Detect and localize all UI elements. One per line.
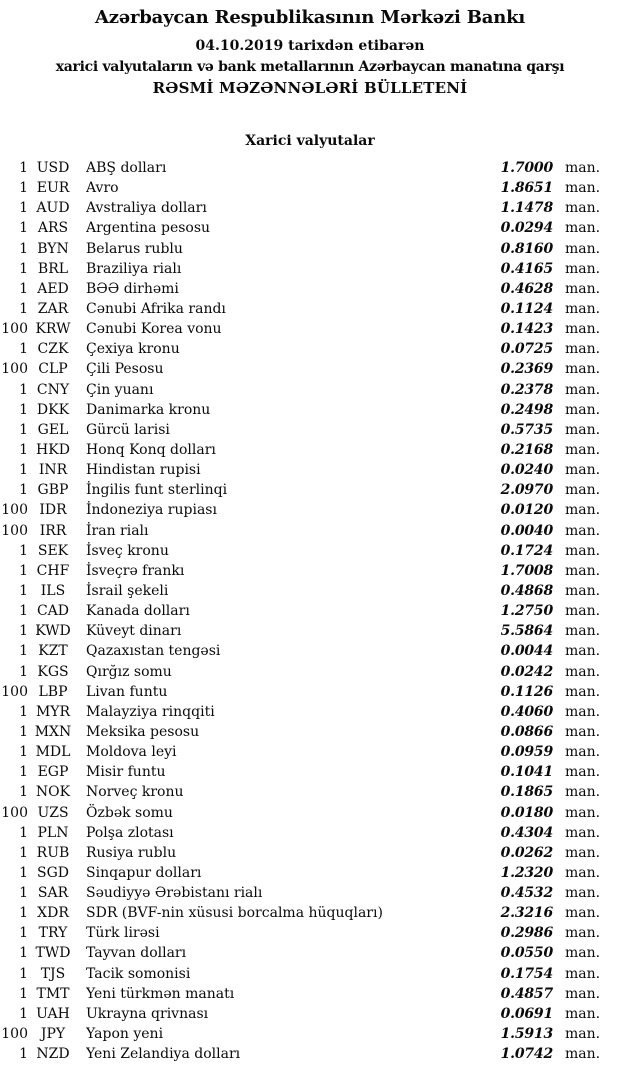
unit-cell: man. bbox=[565, 260, 601, 277]
quantity-cell: 1 bbox=[19, 482, 28, 499]
rate-row bbox=[0, 521, 620, 541]
quantity-cell: 1 bbox=[19, 421, 28, 438]
quantity-cell: 1 bbox=[19, 441, 28, 458]
rate-value-cell: 0.4304 bbox=[500, 824, 553, 841]
rate-row bbox=[0, 782, 620, 802]
unit-cell: man. bbox=[565, 341, 601, 358]
unit-cell: man. bbox=[565, 1026, 601, 1043]
currency-code-cell: KWD bbox=[35, 623, 71, 640]
unit-cell: man. bbox=[565, 562, 601, 579]
effective-date-line: 04.10.2019 tarixdən etibarən bbox=[195, 38, 425, 54]
unit-cell: man. bbox=[565, 180, 601, 197]
rate-value-cell: 0.0959 bbox=[500, 744, 553, 761]
currency-name-cell: ABŞ dolları bbox=[86, 160, 167, 176]
currency-name-cell: Moldova leyi bbox=[86, 744, 177, 761]
currency-name-cell: Honq Konq dolları bbox=[86, 441, 216, 458]
rate-value-cell: 0.0120 bbox=[500, 502, 553, 519]
currency-name-cell: Tacik somonisi bbox=[86, 965, 191, 982]
currency-code-cell: TRY bbox=[38, 925, 68, 942]
currency-name-cell: Sinqapur dolları bbox=[86, 864, 202, 881]
currency-name-cell: Norveç kronu bbox=[86, 784, 184, 801]
quantity-cell: 100 bbox=[1, 502, 28, 519]
rate-row bbox=[0, 299, 620, 319]
rate-value-cell: 0.0550 bbox=[500, 945, 553, 962]
rate-value-cell: 0.2378 bbox=[500, 381, 553, 398]
rate-row bbox=[0, 903, 620, 923]
rate-row bbox=[0, 239, 620, 259]
quantity-cell: 1 bbox=[19, 401, 28, 418]
currency-code-cell: EUR bbox=[36, 180, 70, 197]
unit-cell: man. bbox=[565, 985, 601, 1002]
quantity-cell: 1 bbox=[19, 1046, 28, 1063]
currency-name-cell: Qazaxıstan tengəsi bbox=[86, 643, 221, 660]
unit-cell: man. bbox=[565, 764, 601, 781]
unit-cell: man. bbox=[565, 1005, 601, 1022]
currency-name-cell: Belarus rublu bbox=[86, 240, 183, 257]
unit-cell: man. bbox=[565, 885, 601, 902]
quantity-cell: 1 bbox=[19, 764, 28, 781]
currency-code-cell: IDR bbox=[39, 502, 67, 519]
quantity-cell: 100 bbox=[1, 683, 28, 700]
rate-row bbox=[0, 440, 620, 460]
quantity-cell: 1 bbox=[19, 381, 28, 398]
unit-cell: man. bbox=[565, 321, 601, 338]
rate-value-cell: 0.2986 bbox=[500, 925, 553, 942]
unit-cell: man. bbox=[565, 381, 601, 398]
currency-name-cell: İsrail şekeli bbox=[86, 582, 169, 599]
rate-value-cell: 0.4532 bbox=[500, 885, 553, 902]
currency-name-cell: Polşa zlotası bbox=[86, 824, 174, 841]
quantity-cell: 1 bbox=[19, 200, 28, 217]
rate-value-cell: 0.0691 bbox=[500, 1005, 553, 1022]
quantity-cell: 1 bbox=[19, 300, 28, 317]
unit-cell: man. bbox=[565, 905, 601, 922]
currency-code-cell: INR bbox=[38, 462, 68, 479]
currency-name-cell: Argentina pesosu bbox=[86, 220, 211, 237]
rate-row bbox=[0, 883, 620, 903]
currency-code-cell: AUD bbox=[36, 200, 70, 217]
currency-code-cell: CHF bbox=[36, 562, 70, 579]
currency-code-cell: SEK bbox=[37, 542, 69, 559]
quantity-cell: 1 bbox=[19, 280, 28, 297]
currency-name-cell: Gürcü larisi bbox=[86, 421, 170, 438]
unit-cell: man. bbox=[565, 683, 601, 700]
currency-code-cell: TMT bbox=[36, 985, 70, 1002]
rate-row bbox=[0, 279, 620, 299]
unit-cell: man. bbox=[565, 462, 601, 479]
quantity-cell: 1 bbox=[19, 643, 28, 660]
currency-code-cell: AED bbox=[37, 280, 69, 297]
section-title-foreign-currencies: Xarici valyutalar bbox=[245, 133, 375, 149]
unit-cell: man. bbox=[565, 300, 601, 317]
unit-cell: man. bbox=[565, 744, 601, 761]
currency-code-cell: CAD bbox=[36, 603, 70, 620]
currency-name-cell: İran rialı bbox=[86, 522, 149, 539]
rate-value-cell: 1.1478 bbox=[500, 200, 553, 217]
currency-name-cell: Misir funtu bbox=[86, 764, 166, 781]
rate-value-cell: 0.1126 bbox=[500, 683, 553, 700]
rate-value-cell: 0.1041 bbox=[500, 764, 553, 781]
quantity-cell: 100 bbox=[1, 804, 28, 821]
rate-value-cell: 0.0240 bbox=[500, 462, 553, 479]
rate-value-cell: 0.4628 bbox=[500, 280, 553, 297]
rate-row bbox=[0, 601, 620, 621]
rate-value-cell: 1.5913 bbox=[500, 1026, 553, 1043]
unit-cell: man. bbox=[565, 482, 601, 499]
quantity-cell: 1 bbox=[19, 864, 28, 881]
currency-name-cell: BƏƏ dirhəmi bbox=[86, 280, 179, 297]
quantity-cell: 100 bbox=[1, 321, 28, 338]
currency-name-cell: Qırğız somu bbox=[86, 663, 172, 680]
unit-cell: man. bbox=[565, 401, 601, 418]
rate-row bbox=[0, 359, 620, 379]
currency-code-cell: EGP bbox=[37, 764, 69, 781]
currency-code-cell: UAH bbox=[36, 1005, 70, 1022]
currency-name-cell: Yeni türkmən manatı bbox=[86, 985, 235, 1002]
unit-cell: man. bbox=[565, 200, 601, 217]
quantity-cell: 100 bbox=[1, 522, 28, 539]
rate-row bbox=[0, 1004, 620, 1024]
rate-row bbox=[0, 178, 620, 198]
unit-cell: man. bbox=[565, 441, 601, 458]
unit-cell: man. bbox=[565, 663, 601, 680]
quantity-cell: 1 bbox=[19, 663, 28, 680]
quantity-cell: 100 bbox=[1, 361, 28, 378]
unit-cell: man. bbox=[565, 864, 601, 881]
currency-name-cell: Yeni Zelandiya dolları bbox=[86, 1046, 241, 1063]
bulletin-title: RƏSMİ MƏZƏNNƏLƏRİ BÜLLETENİ bbox=[152, 79, 468, 97]
rate-row bbox=[0, 923, 620, 943]
currency-code-cell: MYR bbox=[35, 703, 71, 720]
unit-cell: man. bbox=[565, 502, 601, 519]
currency-name-cell: SDR (BVF-nin xüsusi borcalma hüquqları) bbox=[86, 905, 383, 922]
quantity-cell: 1 bbox=[19, 925, 28, 942]
rate-row bbox=[0, 742, 620, 762]
quantity-cell: 1 bbox=[19, 905, 28, 922]
rate-value-cell: 0.1865 bbox=[500, 784, 553, 801]
rate-value-cell: 2.3216 bbox=[500, 905, 553, 922]
unit-cell: man. bbox=[565, 784, 601, 801]
rate-row bbox=[0, 400, 620, 420]
unit-cell: man. bbox=[565, 1046, 601, 1063]
rate-value-cell: 0.0044 bbox=[500, 643, 553, 660]
rate-row bbox=[0, 339, 620, 359]
currency-code-cell: USD bbox=[36, 160, 70, 176]
currency-name-cell: Braziliya rialı bbox=[86, 260, 182, 277]
rate-row bbox=[0, 561, 620, 581]
currency-name-cell: Tayvan dolları bbox=[86, 945, 187, 962]
quantity-cell: 1 bbox=[19, 240, 28, 257]
quantity-cell: 1 bbox=[19, 582, 28, 599]
currency-name-cell: İsveç kronu bbox=[86, 542, 169, 559]
currency-name-cell: Kanada dolları bbox=[86, 603, 190, 620]
quantity-cell: 1 bbox=[19, 844, 28, 861]
currency-name-cell: Çili Pesosu bbox=[86, 361, 164, 378]
currency-code-cell: CLP bbox=[38, 361, 68, 378]
page-title: Azərbaycan Respublikasının Mərkəzi Bankı bbox=[94, 7, 526, 28]
currency-code-cell: TWD bbox=[35, 945, 71, 962]
quantity-cell: 1 bbox=[19, 260, 28, 277]
rate-value-cell: 0.0180 bbox=[500, 804, 553, 821]
currency-code-cell: CNY bbox=[36, 381, 70, 398]
currency-name-cell: Özbək somu bbox=[86, 804, 173, 821]
rate-row bbox=[0, 259, 620, 279]
currency-name-cell: İngilis funt sterlinqi bbox=[86, 482, 228, 499]
rate-row bbox=[0, 1024, 620, 1044]
rate-row bbox=[0, 420, 620, 440]
rates-table bbox=[0, 158, 620, 1064]
currency-code-cell: NOK bbox=[35, 784, 71, 801]
rate-row bbox=[0, 500, 620, 520]
currency-code-cell: ZAR bbox=[37, 300, 69, 317]
currency-code-cell: DKK bbox=[36, 401, 70, 418]
quantity-cell: 1 bbox=[19, 562, 28, 579]
rate-value-cell: 0.4868 bbox=[500, 582, 553, 599]
quantity-cell: 1 bbox=[19, 784, 28, 801]
currency-code-cell: IRR bbox=[39, 522, 67, 539]
rate-value-cell: 0.5735 bbox=[500, 421, 553, 438]
quantity-cell: 1 bbox=[19, 985, 28, 1002]
rate-row bbox=[0, 702, 620, 722]
currency-name-cell: Hindistan rupisi bbox=[86, 462, 201, 479]
unit-cell: man. bbox=[565, 280, 601, 297]
unit-cell: man. bbox=[565, 965, 601, 982]
quantity-cell: 1 bbox=[19, 1005, 28, 1022]
rate-row bbox=[0, 722, 620, 742]
currency-code-cell: CZK bbox=[37, 341, 69, 358]
rate-row bbox=[0, 198, 620, 218]
rate-value-cell: 0.2369 bbox=[500, 361, 553, 378]
currency-name-cell: Çin yuanı bbox=[86, 381, 154, 398]
unit-cell: man. bbox=[565, 240, 601, 257]
currency-name-cell: Səudiyyə Ərəbistanı rialı bbox=[86, 885, 263, 902]
rate-row bbox=[0, 641, 620, 661]
unit-cell: man. bbox=[565, 844, 601, 861]
quantity-cell: 1 bbox=[19, 723, 28, 740]
currency-code-cell: RUB bbox=[36, 844, 70, 861]
currency-name-cell: Ukrayna qrivnası bbox=[86, 1005, 209, 1022]
rate-value-cell: 0.0242 bbox=[500, 663, 553, 680]
rate-value-cell: 0.0294 bbox=[500, 220, 553, 237]
rate-row bbox=[0, 480, 620, 500]
currency-name-cell: Rusiya rublu bbox=[86, 844, 177, 861]
rate-row bbox=[0, 823, 620, 843]
unit-cell: man. bbox=[565, 421, 601, 438]
rate-row bbox=[0, 581, 620, 601]
rate-value-cell: 0.2498 bbox=[500, 401, 553, 418]
currency-code-cell: ILS bbox=[40, 582, 66, 599]
rate-value-cell: 0.1423 bbox=[500, 321, 553, 338]
currency-name-cell: Meksika pesosu bbox=[86, 723, 200, 740]
rate-value-cell: 1.2320 bbox=[500, 864, 553, 881]
rate-value-cell: 0.0866 bbox=[500, 723, 553, 740]
quantity-cell: 1 bbox=[19, 542, 28, 559]
quantity-cell: 1 bbox=[19, 341, 28, 358]
unit-cell: man. bbox=[565, 643, 601, 660]
currency-code-cell: MDL bbox=[35, 744, 71, 761]
currency-name-cell: Avstraliya dolları bbox=[86, 200, 207, 217]
rate-row bbox=[0, 863, 620, 883]
quantity-cell: 1 bbox=[19, 824, 28, 841]
unit-cell: man. bbox=[565, 582, 601, 599]
currency-code-cell: HKD bbox=[36, 441, 70, 458]
quantity-cell: 100 bbox=[1, 1026, 28, 1043]
rate-value-cell: 1.0742 bbox=[500, 1046, 553, 1063]
rate-row bbox=[0, 158, 620, 178]
unit-cell: man. bbox=[565, 623, 601, 640]
rate-value-cell: 0.1724 bbox=[500, 542, 553, 559]
unit-cell: man. bbox=[565, 542, 601, 559]
rate-row bbox=[0, 541, 620, 561]
currency-name-cell: Çexiya kronu bbox=[86, 341, 180, 358]
currency-name-cell: Türk lirəsi bbox=[86, 925, 160, 942]
rate-row bbox=[0, 964, 620, 984]
rate-value-cell: 5.5864 bbox=[500, 623, 553, 640]
rate-row bbox=[0, 662, 620, 682]
unit-cell: man. bbox=[565, 945, 601, 962]
rate-row bbox=[0, 843, 620, 863]
rate-row bbox=[0, 1044, 620, 1064]
currency-code-cell: BRL bbox=[37, 260, 69, 277]
currency-code-cell: KGS bbox=[37, 663, 69, 680]
rate-value-cell: 0.0725 bbox=[500, 341, 553, 358]
quantity-cell: 1 bbox=[19, 180, 28, 197]
rate-value-cell: 0.0040 bbox=[500, 522, 553, 539]
rate-row bbox=[0, 943, 620, 963]
currency-name-cell: Livan funtu bbox=[86, 683, 168, 700]
rate-value-cell: 1.7008 bbox=[500, 562, 553, 579]
rate-value-cell: 0.0262 bbox=[500, 844, 553, 861]
rate-value-cell: 1.2750 bbox=[500, 603, 553, 620]
rate-row bbox=[0, 682, 620, 702]
currency-code-cell: GEL bbox=[37, 421, 69, 438]
currency-name-cell: İndoneziya rupiası bbox=[86, 502, 217, 519]
unit-cell: man. bbox=[565, 220, 601, 237]
quantity-cell: 1 bbox=[19, 603, 28, 620]
currency-name-cell: Cənubi Afrika randı bbox=[86, 300, 226, 317]
unit-cell: man. bbox=[565, 723, 601, 740]
currency-code-cell: TJS bbox=[40, 965, 66, 982]
rate-row bbox=[0, 218, 620, 238]
document-header bbox=[0, 0, 620, 97]
rate-value-cell: 0.4857 bbox=[500, 985, 553, 1002]
rate-value-cell: 0.2168 bbox=[500, 441, 553, 458]
rate-row bbox=[0, 621, 620, 641]
currency-name-cell: Küveyt dinarı bbox=[86, 623, 182, 640]
currency-name-cell: Malayziya rinqqiti bbox=[86, 703, 215, 720]
currency-code-cell: BYN bbox=[37, 240, 69, 257]
currency-name-cell: İsveçrə frankı bbox=[86, 562, 185, 579]
rate-value-cell: 0.4060 bbox=[500, 703, 553, 720]
rate-row bbox=[0, 803, 620, 823]
document-subtitle: xarici valyutaların və bank metallarının Azərbaycan manatına qarşı bbox=[55, 59, 565, 75]
currency-name-cell: Yapon yeni bbox=[86, 1026, 164, 1043]
rate-row bbox=[0, 319, 620, 339]
unit-cell: man. bbox=[565, 522, 601, 539]
rate-value-cell: 0.1124 bbox=[500, 300, 553, 317]
currency-code-cell: GBP bbox=[37, 482, 69, 499]
currency-code-cell: ARS bbox=[37, 220, 69, 237]
quantity-cell: 1 bbox=[19, 623, 28, 640]
rate-value-cell: 1.8651 bbox=[500, 180, 553, 197]
rate-value-cell: 0.4165 bbox=[500, 260, 553, 277]
quantity-cell: 1 bbox=[19, 462, 28, 479]
quantity-cell: 1 bbox=[19, 744, 28, 761]
unit-cell: man. bbox=[565, 804, 601, 821]
rate-value-cell: 0.8160 bbox=[500, 240, 553, 257]
currency-name-cell: Cənubi Korea vonu bbox=[86, 321, 222, 338]
quantity-cell: 1 bbox=[19, 160, 28, 176]
currency-code-cell: KRW bbox=[35, 321, 71, 338]
unit-cell: man. bbox=[565, 703, 601, 720]
currency-code-cell: UZS bbox=[37, 804, 69, 821]
currency-code-cell: KZT bbox=[38, 643, 68, 660]
currency-code-cell: XDR bbox=[37, 905, 69, 922]
unit-cell: man. bbox=[565, 160, 601, 176]
currency-code-cell: SGD bbox=[37, 864, 69, 881]
currency-name-cell: Avro bbox=[86, 180, 119, 197]
rate-value-cell: 2.0970 bbox=[500, 482, 553, 499]
unit-cell: man. bbox=[565, 824, 601, 841]
rate-row bbox=[0, 762, 620, 782]
currency-code-cell: LBP bbox=[38, 683, 68, 700]
rate-row bbox=[0, 984, 620, 1004]
quantity-cell: 1 bbox=[19, 945, 28, 962]
currency-code-cell: JPY bbox=[40, 1026, 66, 1043]
rate-value-cell: 0.1754 bbox=[500, 965, 553, 982]
unit-cell: man. bbox=[565, 361, 601, 378]
currency-code-cell: PLN bbox=[37, 824, 69, 841]
rate-row bbox=[0, 460, 620, 480]
quantity-cell: 1 bbox=[19, 220, 28, 237]
quantity-cell: 1 bbox=[19, 965, 28, 982]
unit-cell: man. bbox=[565, 603, 601, 620]
currency-code-cell: NZD bbox=[36, 1046, 70, 1063]
rate-value-cell: 1.7000 bbox=[500, 160, 553, 176]
currency-code-cell: MXN bbox=[34, 723, 72, 740]
quantity-cell: 1 bbox=[19, 703, 28, 720]
quantity-cell: 1 bbox=[19, 885, 28, 902]
rate-row bbox=[0, 380, 620, 400]
currency-name-cell: Danimarka kronu bbox=[86, 401, 211, 418]
unit-cell: man. bbox=[565, 925, 601, 942]
currency-code-cell: SAR bbox=[37, 885, 69, 902]
